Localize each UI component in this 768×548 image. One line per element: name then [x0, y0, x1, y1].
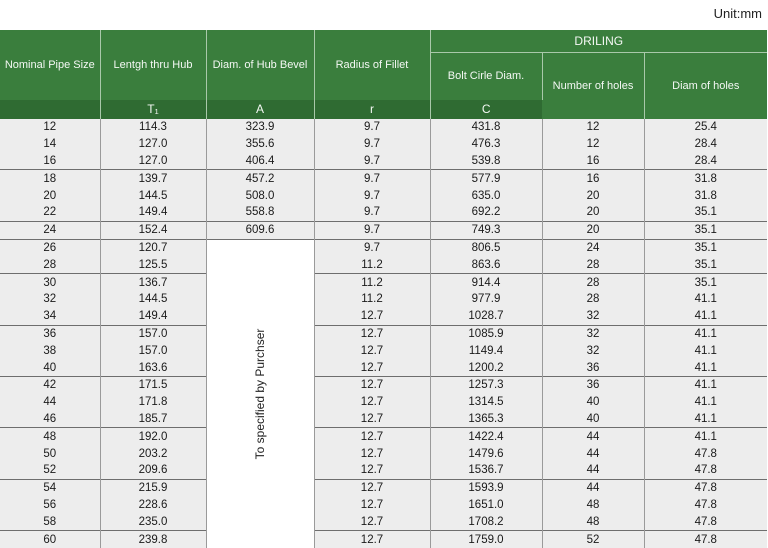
cell-hub-bevel: 457.2 [206, 170, 314, 187]
cell-diam-holes: 41.1 [644, 376, 767, 393]
cell-length: 149.4 [100, 204, 206, 221]
cell-pipe-size: 48 [0, 428, 100, 445]
cell-pipe-size: 56 [0, 497, 100, 514]
header-length-thru-hub: Lentgh thru Hub [100, 30, 206, 100]
cell-num-holes: 40 [542, 411, 644, 428]
table-row [0, 531, 767, 548]
header-diam-holes: Diam of holes [644, 53, 767, 120]
cell-hub-bevel: 508.0 [206, 187, 314, 204]
cell-num-holes: 32 [542, 325, 644, 342]
table-row [0, 479, 767, 496]
cell-hub-bevel: 323.9 [206, 119, 314, 136]
cell-bolt-circle: 1257.3 [430, 376, 542, 393]
cell-num-holes: 36 [542, 359, 644, 376]
table-row [0, 462, 767, 479]
cell-radius: 9.7 [314, 239, 430, 256]
cell-length: 163.6 [100, 359, 206, 376]
cell-radius: 12.7 [314, 462, 430, 479]
table-row [0, 170, 767, 187]
cell-radius: 12.7 [314, 479, 430, 496]
cell-num-holes: 16 [542, 153, 644, 170]
cell-bolt-circle: 1422.4 [430, 428, 542, 445]
cell-pipe-size: 20 [0, 187, 100, 204]
cell-length: 203.2 [100, 445, 206, 462]
cell-radius: 12.7 [314, 531, 430, 548]
cell-pipe-size: 50 [0, 445, 100, 462]
header-nominal-pipe-size: Nominal Pipe Size [0, 30, 100, 100]
cell-bolt-circle: 1759.0 [430, 531, 542, 548]
cell-radius: 12.7 [314, 428, 430, 445]
cell-radius: 12.7 [314, 513, 430, 530]
cell-length: 149.4 [100, 308, 206, 325]
cell-hub-bevel: 609.6 [206, 221, 314, 239]
cell-radius: 12.7 [314, 376, 430, 393]
cell-pipe-size: 52 [0, 462, 100, 479]
cell-bolt-circle: 1651.0 [430, 497, 542, 514]
cell-length: 127.0 [100, 153, 206, 170]
cell-bolt-circle: 431.8 [430, 119, 542, 136]
cell-length: 114.3 [100, 119, 206, 136]
cell-radius: 12.7 [314, 308, 430, 325]
cell-num-holes: 28 [542, 256, 644, 273]
header-sym-t1: T₁ [100, 100, 206, 119]
header-bolt-circle: Bolt Cirle Diam. [430, 53, 542, 101]
cell-num-holes: 32 [542, 308, 644, 325]
cell-diam-holes: 28.4 [644, 136, 767, 153]
cell-length: 139.7 [100, 170, 206, 187]
table-row [0, 119, 767, 136]
cell-diam-holes: 47.8 [644, 462, 767, 479]
cell-length: 209.6 [100, 462, 206, 479]
cell-bolt-circle: 476.3 [430, 136, 542, 153]
cell-num-holes: 20 [542, 204, 644, 221]
table-row [0, 187, 767, 204]
cell-pipe-size: 40 [0, 359, 100, 376]
cell-length: 152.4 [100, 221, 206, 239]
cell-length: 228.6 [100, 497, 206, 514]
cell-length: 185.7 [100, 411, 206, 428]
cell-pipe-size: 14 [0, 136, 100, 153]
cell-length: 171.8 [100, 394, 206, 411]
cell-num-holes: 52 [542, 531, 644, 548]
table-row [0, 513, 767, 530]
table-row [0, 445, 767, 462]
cell-radius: 11.2 [314, 256, 430, 273]
cell-bolt-circle: 806.5 [430, 239, 542, 256]
cell-bolt-circle: 1536.7 [430, 462, 542, 479]
header-radius-fillet: Radius of Fillet [314, 30, 430, 100]
cell-pipe-size: 30 [0, 274, 100, 291]
cell-diam-holes: 35.1 [644, 274, 767, 291]
table-row [0, 308, 767, 325]
cell-pipe-size: 54 [0, 479, 100, 496]
cell-diam-holes: 41.1 [644, 325, 767, 342]
table-row [0, 497, 767, 514]
header-sym-r: r [314, 100, 430, 119]
cell-diam-holes: 41.1 [644, 342, 767, 359]
cell-num-holes: 12 [542, 119, 644, 136]
merged-note-cell [206, 239, 314, 548]
cell-diam-holes: 31.8 [644, 170, 767, 187]
cell-diam-holes: 47.8 [644, 531, 767, 548]
cell-radius: 12.7 [314, 394, 430, 411]
cell-bolt-circle: 749.3 [430, 221, 542, 239]
cell-diam-holes: 47.8 [644, 513, 767, 530]
cell-length: 120.7 [100, 239, 206, 256]
cell-diam-holes: 35.1 [644, 204, 767, 221]
cell-bolt-circle: 635.0 [430, 187, 542, 204]
cell-pipe-size: 58 [0, 513, 100, 530]
cell-radius: 9.7 [314, 221, 430, 239]
cell-diam-holes: 35.1 [644, 239, 767, 256]
cell-pipe-size: 46 [0, 411, 100, 428]
cell-diam-holes: 41.1 [644, 359, 767, 376]
table-row [0, 376, 767, 393]
cell-length: 144.5 [100, 187, 206, 204]
cell-diam-holes: 28.4 [644, 153, 767, 170]
cell-pipe-size: 34 [0, 308, 100, 325]
cell-radius: 12.7 [314, 325, 430, 342]
cell-pipe-size: 60 [0, 531, 100, 548]
cell-diam-holes: 47.8 [644, 445, 767, 462]
table-row [0, 411, 767, 428]
cell-diam-holes: 47.8 [644, 497, 767, 514]
cell-diam-holes: 41.1 [644, 394, 767, 411]
cell-bolt-circle: 539.8 [430, 153, 542, 170]
cell-num-holes: 12 [542, 136, 644, 153]
header-sym-empty [0, 100, 100, 119]
cell-hub-bevel: 406.4 [206, 153, 314, 170]
cell-radius: 11.2 [314, 291, 430, 308]
cell-pipe-size: 38 [0, 342, 100, 359]
cell-pipe-size: 28 [0, 256, 100, 273]
cell-bolt-circle: 1314.5 [430, 394, 542, 411]
cell-length: 125.5 [100, 256, 206, 273]
unit-label: Unit:mm [713, 6, 762, 21]
header-sym-a: A [206, 100, 314, 119]
table-row [0, 153, 767, 170]
merged-note-text: To specified by Purchser [253, 328, 267, 460]
cell-bolt-circle: 1200.2 [430, 359, 542, 376]
table-row [0, 221, 767, 239]
cell-bolt-circle: 1593.9 [430, 479, 542, 496]
cell-radius: 12.7 [314, 342, 430, 359]
cell-pipe-size: 18 [0, 170, 100, 187]
cell-length: 157.0 [100, 325, 206, 342]
cell-bolt-circle: 863.6 [430, 256, 542, 273]
cell-num-holes: 44 [542, 462, 644, 479]
cell-radius: 9.7 [314, 153, 430, 170]
cell-radius: 9.7 [314, 204, 430, 221]
cell-length: 136.7 [100, 274, 206, 291]
header-diam-hub-bevel: Diam. of Hub Bevel [206, 30, 314, 100]
cell-radius: 11.2 [314, 274, 430, 291]
cell-hub-bevel: 355.6 [206, 136, 314, 153]
cell-pipe-size: 22 [0, 204, 100, 221]
cell-num-holes: 20 [542, 221, 644, 239]
table-row [0, 204, 767, 221]
cell-num-holes: 28 [542, 291, 644, 308]
table-row [0, 274, 767, 291]
cell-bolt-circle: 914.4 [430, 274, 542, 291]
cell-diam-holes: 41.1 [644, 291, 767, 308]
cell-num-holes: 36 [542, 376, 644, 393]
cell-diam-holes: 35.1 [644, 256, 767, 273]
cell-pipe-size: 44 [0, 394, 100, 411]
cell-bolt-circle: 1149.4 [430, 342, 542, 359]
cell-length: 192.0 [100, 428, 206, 445]
cell-diam-holes: 25.4 [644, 119, 767, 136]
cell-diam-holes: 41.1 [644, 308, 767, 325]
cell-length: 144.5 [100, 291, 206, 308]
cell-num-holes: 20 [542, 187, 644, 204]
cell-length: 157.0 [100, 342, 206, 359]
cell-num-holes: 44 [542, 479, 644, 496]
cell-pipe-size: 24 [0, 221, 100, 239]
cell-bolt-circle: 1085.9 [430, 325, 542, 342]
table-row [0, 325, 767, 342]
cell-radius: 12.7 [314, 411, 430, 428]
cell-length: 215.9 [100, 479, 206, 496]
cell-radius: 12.7 [314, 497, 430, 514]
cell-num-holes: 40 [542, 394, 644, 411]
cell-length: 239.8 [100, 531, 206, 548]
header-number-holes: Number of holes [542, 53, 644, 120]
table-row [0, 291, 767, 308]
cell-length: 127.0 [100, 136, 206, 153]
cell-pipe-size: 42 [0, 376, 100, 393]
table-row [0, 136, 767, 153]
table-row [0, 342, 767, 359]
cell-pipe-size: 12 [0, 119, 100, 136]
table-row [0, 428, 767, 445]
cell-num-holes: 24 [542, 239, 644, 256]
table-row [0, 239, 767, 256]
cell-bolt-circle: 1479.6 [430, 445, 542, 462]
cell-diam-holes: 41.1 [644, 411, 767, 428]
cell-radius: 9.7 [314, 170, 430, 187]
cell-pipe-size: 26 [0, 239, 100, 256]
cell-bolt-circle: 577.9 [430, 170, 542, 187]
cell-diam-holes: 47.8 [644, 479, 767, 496]
table-row [0, 394, 767, 411]
cell-hub-bevel: 558.8 [206, 204, 314, 221]
cell-radius: 9.7 [314, 187, 430, 204]
cell-length: 235.0 [100, 513, 206, 530]
cell-bolt-circle: 692.2 [430, 204, 542, 221]
cell-bolt-circle: 1028.7 [430, 308, 542, 325]
flange-dimensions-table [0, 30, 767, 548]
table-body [0, 119, 767, 548]
cell-length: 171.5 [100, 376, 206, 393]
table-row [0, 359, 767, 376]
cell-pipe-size: 16 [0, 153, 100, 170]
cell-pipe-size: 36 [0, 325, 100, 342]
cell-num-holes: 44 [542, 428, 644, 445]
cell-radius: 9.7 [314, 136, 430, 153]
cell-num-holes: 48 [542, 497, 644, 514]
cell-num-holes: 48 [542, 513, 644, 530]
header-drilling: DRILING [430, 30, 767, 53]
cell-num-holes: 16 [542, 170, 644, 187]
cell-diam-holes: 31.8 [644, 187, 767, 204]
cell-radius: 9.7 [314, 119, 430, 136]
cell-diam-holes: 41.1 [644, 428, 767, 445]
cell-diam-holes: 35.1 [644, 221, 767, 239]
table-row [0, 256, 767, 273]
cell-pipe-size: 32 [0, 291, 100, 308]
header-sym-c: C [430, 100, 542, 119]
cell-num-holes: 44 [542, 445, 644, 462]
cell-radius: 12.7 [314, 445, 430, 462]
cell-radius: 12.7 [314, 359, 430, 376]
cell-bolt-circle: 977.9 [430, 291, 542, 308]
cell-bolt-circle: 1365.3 [430, 411, 542, 428]
cell-bolt-circle: 1708.2 [430, 513, 542, 530]
cell-num-holes: 32 [542, 342, 644, 359]
cell-num-holes: 28 [542, 274, 644, 291]
